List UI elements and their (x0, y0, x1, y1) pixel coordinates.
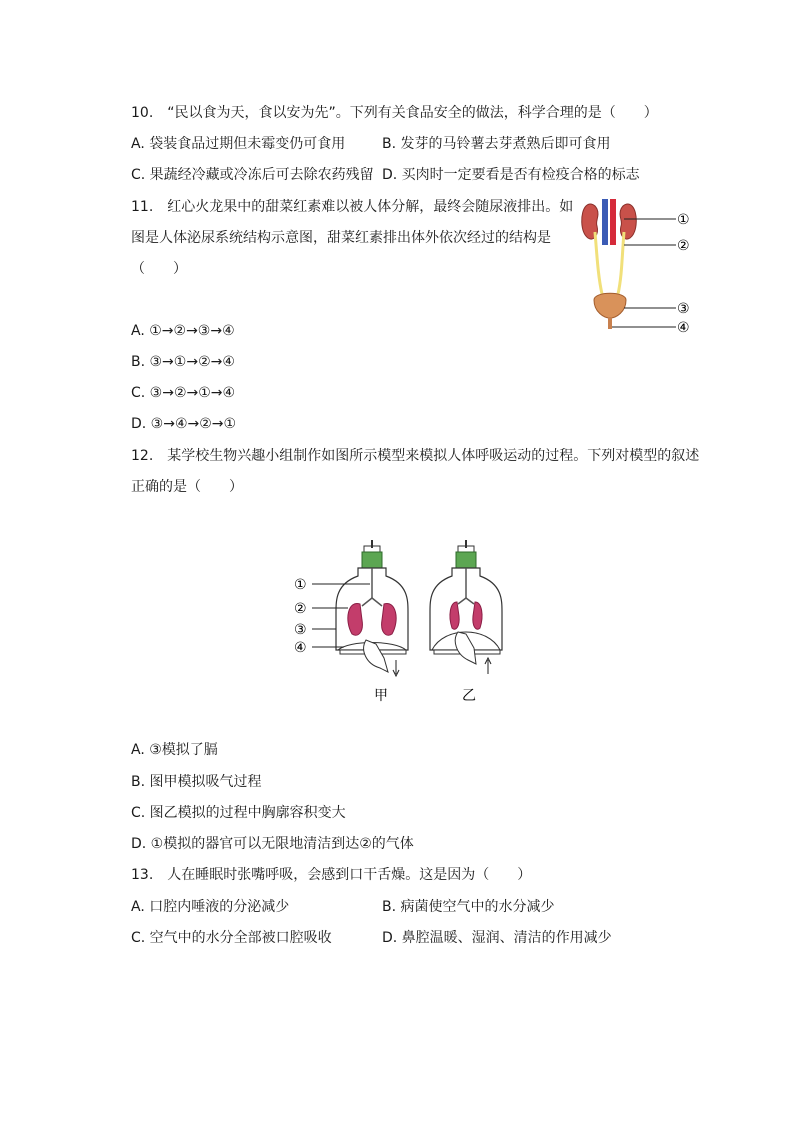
q13-option-b: B. 病菌使空气中的水分减少 (382, 899, 555, 915)
left-ureter-shape (595, 232, 602, 294)
question-10-stem: 10. “民以食为天，食以安为先”。下列有关食品安全的做法，科学合理的是（ ） (131, 105, 658, 121)
q13-option-d: D. 鼻腔温暖、湿润、清洁的作用减少 (382, 930, 612, 946)
q11-option-a: A. ①→②→③→④ (131, 323, 235, 339)
right-ureter-shape (618, 232, 624, 294)
vein-shape (602, 199, 608, 245)
urinary-system-figure (580, 196, 700, 341)
urethra-shape (608, 317, 612, 329)
q11-option-b: B. ③→①→②→④ (131, 354, 235, 370)
label-3: ③ (294, 622, 307, 638)
label-1: ① (677, 212, 690, 228)
caption-jia: 甲 (374, 688, 388, 704)
right-balloon-lung (382, 603, 397, 635)
label-3: ③ (677, 301, 690, 317)
label-4: ④ (294, 640, 307, 656)
left-balloon-lung (348, 603, 363, 635)
rubber-stopper (362, 552, 382, 568)
question-11-stem-line1: 11. 红心火龙果中的甜菜红素难以被人体分解，最终会随尿液排出。如 (131, 199, 574, 215)
question-11-stem-line2: 图是人体泌尿系统结构示意图，甜菜红素排出体外依次经过的结构是 (131, 230, 551, 246)
q12-option-b: B. 图甲模拟吸气过程 (131, 774, 262, 790)
label-2: ② (294, 601, 307, 617)
q13-option-a: A. 口腔内唾液的分泌减少 (131, 899, 290, 915)
label-1: ① (294, 577, 307, 593)
q10-option-c: C. 果蔬经冷藏或冷冻后可去除农药残留 (131, 167, 374, 183)
glass-tube-top (371, 540, 373, 548)
q11-option-d: D. ③→④→②→① (131, 416, 237, 432)
right-balloon-lung (473, 602, 482, 629)
breathing-model-figure (290, 540, 520, 705)
label-2: ② (677, 238, 690, 254)
q10-option-a: A. 袋装食品过期但未霉变仍可食用 (131, 136, 346, 152)
q12-option-a: A. ③模拟了膈 (131, 742, 218, 758)
left-balloon-lung (450, 602, 459, 629)
rubber-stopper (456, 552, 476, 568)
caption-yi: 乙 (462, 688, 476, 704)
question-12-stem-line2: 正确的是（ ） (131, 479, 243, 495)
question-11-stem-line3: （ ） (131, 261, 187, 277)
q13-option-c: C. 空气中的水分全部被口腔吸收 (131, 930, 332, 946)
q10-option-d: D. 买肉时一定要看是否有检疫合格的标志 (382, 167, 640, 183)
q10-option-b: B. 发芽的马铃薯去芽煮熟后即可食用 (382, 136, 611, 152)
glass-tube-top (465, 540, 467, 548)
artery-shape (610, 199, 616, 245)
bladder-shape (594, 293, 626, 318)
question-12-stem-line1: 12. 某学校生物兴趣小组制作如图所示模型来模拟人体呼吸运动的过程。下列对模型的叙述 (131, 448, 700, 464)
label-4: ④ (677, 320, 690, 336)
q11-option-c: C. ③→②→①→④ (131, 385, 236, 401)
q12-option-d: D. ①模拟的器官可以无限地清洁到达②的气体 (131, 836, 414, 852)
q12-option-c: C. 图乙模拟的过程中胸廓容积变大 (131, 805, 346, 821)
question-13-stem: 13. 人在睡眠时张嘴呼吸，会感到口干舌燥。这是因为（ ） (131, 867, 532, 883)
model-yi (430, 540, 502, 674)
